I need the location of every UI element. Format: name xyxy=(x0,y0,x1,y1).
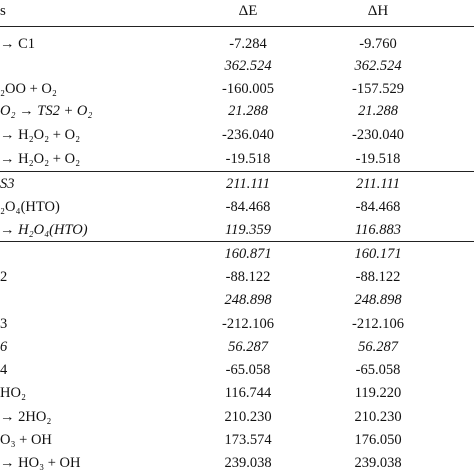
rule-section-1 xyxy=(0,171,474,172)
table-row xyxy=(0,429,474,451)
table-row xyxy=(0,148,474,170)
row-delta-e: 116.744 xyxy=(224,385,272,401)
rule-top xyxy=(0,26,474,27)
row-delta-e: -88.122 xyxy=(225,269,271,285)
row-label: → HO₃ + OH xyxy=(0,455,81,471)
row-label: ₂O₄(HTO) xyxy=(0,199,60,215)
row-delta-h: -9.760 xyxy=(359,36,397,52)
table-row xyxy=(0,336,474,358)
table-row xyxy=(0,124,474,146)
table-row xyxy=(0,243,474,265)
table-row xyxy=(0,219,474,241)
table-row xyxy=(0,406,474,428)
row-delta-e: 56.287 xyxy=(228,339,268,355)
row-label: 6 xyxy=(0,339,8,355)
row-delta-h: 56.287 xyxy=(358,339,398,355)
row-label: HO₂ xyxy=(0,385,26,401)
table-row xyxy=(0,289,474,311)
row-label: → 2HO₂ xyxy=(0,409,52,425)
row-delta-e: 362.524 xyxy=(224,58,272,74)
table-row xyxy=(0,452,474,474)
row-delta-h: 362.524 xyxy=(354,58,402,74)
row-label: → C1 xyxy=(0,36,36,52)
row-delta-e: 239.038 xyxy=(224,455,272,471)
row-delta-h: -84.468 xyxy=(355,199,401,215)
row-delta-h: -157.529 xyxy=(352,81,404,97)
row-delta-h: 119.220 xyxy=(354,385,402,401)
row-delta-e: -212.106 xyxy=(222,316,274,332)
row-delta-e: -19.518 xyxy=(225,151,271,167)
header-delta-h: ΔH xyxy=(367,3,389,19)
row-delta-h: 239.038 xyxy=(354,455,402,471)
row-delta-h: 176.050 xyxy=(354,432,402,448)
row-delta-h: 160.171 xyxy=(354,246,402,262)
row-delta-e: 173.574 xyxy=(224,432,272,448)
row-delta-h: -212.106 xyxy=(352,316,404,332)
row-label: 3 xyxy=(0,316,8,332)
row-delta-e: 211.111 xyxy=(226,176,270,192)
row-delta-e: -84.468 xyxy=(225,199,271,215)
row-delta-h: 210.230 xyxy=(354,409,402,425)
row-delta-h: -65.058 xyxy=(355,362,401,378)
row-label: 4 xyxy=(0,362,8,378)
row-label: → H₂O₄(HTO) xyxy=(0,222,88,238)
row-delta-e: -7.284 xyxy=(229,36,267,52)
table-row xyxy=(0,78,474,100)
row-delta-e: 160.871 xyxy=(224,246,272,262)
row-delta-e: -236.040 xyxy=(222,127,274,143)
row-label: S3 xyxy=(0,176,15,192)
table-row xyxy=(0,196,474,218)
row-delta-h: 21.288 xyxy=(358,103,398,119)
table-row xyxy=(0,359,474,381)
row-delta-e: -160.005 xyxy=(222,81,274,97)
row-delta-e: 119.359 xyxy=(224,222,272,238)
table-row xyxy=(0,55,474,77)
table-row xyxy=(0,33,474,55)
row-delta-h: -230.040 xyxy=(352,127,404,143)
row-delta-h: -19.518 xyxy=(355,151,401,167)
table-row xyxy=(0,173,474,195)
row-delta-e: 21.288 xyxy=(228,103,268,119)
row-delta-h: -88.122 xyxy=(355,269,401,285)
row-label: → H₂O₂ + O₂ xyxy=(0,127,81,143)
row-delta-e: 248.898 xyxy=(224,292,272,308)
table-row xyxy=(0,382,474,404)
table-row xyxy=(0,313,474,335)
row-delta-e: 210.230 xyxy=(224,409,272,425)
row-label: O₃ + OH xyxy=(0,432,52,448)
table-row xyxy=(0,266,474,288)
row-label: → H₂O₂ + O₂ xyxy=(0,151,81,167)
rule-section-2 xyxy=(0,241,474,242)
row-delta-h: 211.111 xyxy=(356,176,400,192)
row-delta-h: 116.883 xyxy=(354,222,402,238)
row-delta-h: 248.898 xyxy=(354,292,402,308)
table-row xyxy=(0,100,474,122)
row-label: O₂ → TS2 + O₂ xyxy=(0,103,93,119)
header-delta-e: ΔE xyxy=(238,3,258,19)
header-row xyxy=(0,0,474,22)
row-delta-e: -65.058 xyxy=(225,362,271,378)
header-col1: s xyxy=(0,3,6,19)
row-label: ₂OO + O₂ xyxy=(0,81,57,97)
row-label: 2 xyxy=(0,269,8,285)
